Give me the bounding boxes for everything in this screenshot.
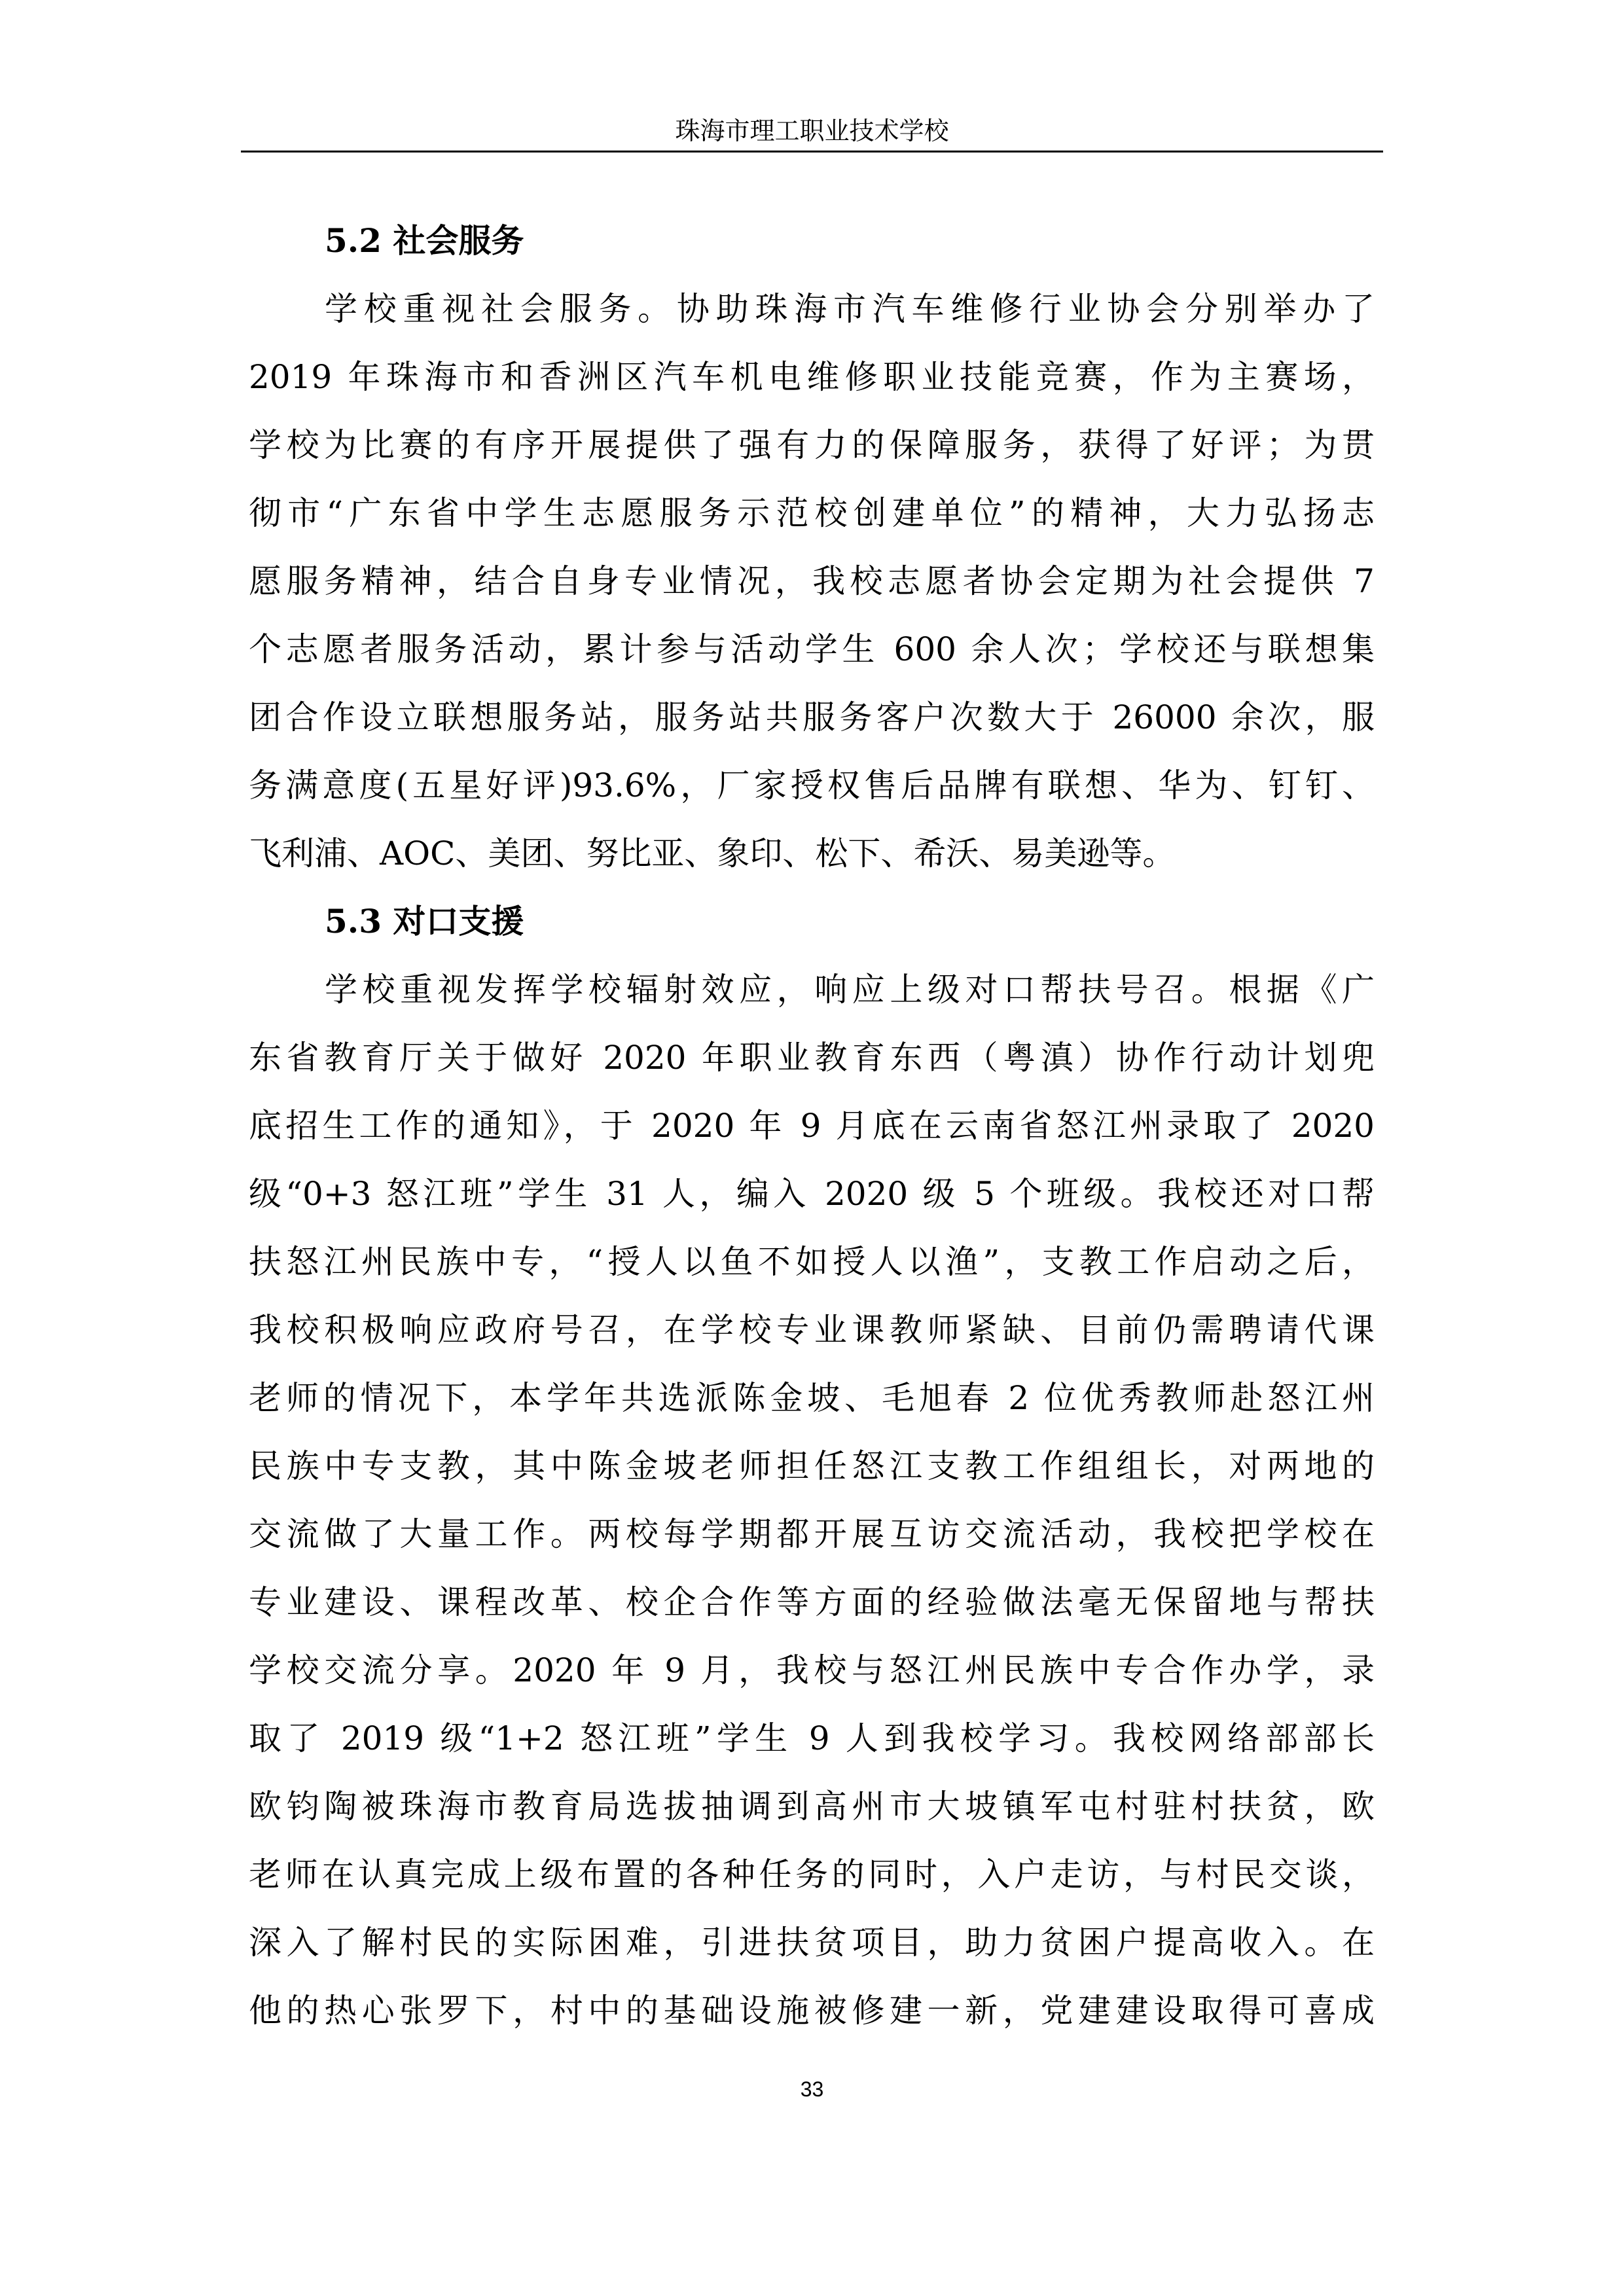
paragraph-line: 老师的情况下，本学年共选派陈金坡、毛旭春 2 位优秀教师赴怒江州 [249, 1379, 1375, 1417]
page-number: 33 [800, 2077, 824, 2101]
paragraph-line: 取了 2019 级“1+2 怒江班”学生 9 人到我校学习。我校网络部部长 [249, 1719, 1375, 1757]
paragraph-line: 彻市“广东省中学生志愿服务示范校创建单位”的精神，大力弘扬志 [249, 494, 1375, 532]
paragraph-line: 愿服务精神，结合自身专业情况，我校志愿者协会定期为社会提供 7 [249, 562, 1375, 600]
paragraph-line: 学校为比赛的有序开展提供了强有力的保障服务，获得了好评；为贯 [249, 426, 1375, 464]
section-heading: 5.3 对口支援 [325, 902, 524, 941]
paragraph-line: 交流做了大量工作。两校每学期都开展互访交流活动，我校把学校在 [249, 1515, 1375, 1553]
paragraph-line: 我校积极响应政府号召，在学校专业课教师紧缺、目前仍需聘请代课 [249, 1311, 1375, 1349]
paragraph-line: 老师在认真完成上级布置的各种任务的同时，入户走访，与村民交谈， [249, 1856, 1375, 1893]
section-counterpart-support [249, 888, 1375, 2045]
page-body [249, 207, 1375, 2045]
paragraph-line: 东省教育厅关于做好 2020 年职业教育东西（粤滇）协作行动计划兜 [249, 1039, 1375, 1077]
paragraph-line: 他的热心张罗下，村中的基础设施被修建一新，党建建设取得可喜成 [249, 1992, 1375, 2030]
header-rule [241, 151, 1383, 152]
paragraph-line: 深入了解村民的实际困难，引进扶贫项目，助力贫困户提高收入。在 [249, 1924, 1375, 1962]
section-heading: 5.2 社会服务 [325, 221, 524, 260]
running-header: 珠海市理工职业技术学校 [675, 117, 949, 145]
paragraph-line: 2019 年珠海市和香洲区汽车机电维修职业技能竞赛，作为主赛场， [249, 358, 1375, 396]
paragraph-line: 民族中专支教，其中陈金坡老师担任怒江支教工作组组长，对两地的 [249, 1447, 1375, 1485]
paragraph-line: 专业建设、课程改革、校企合作等方面的经验做法毫无保留地与帮扶 [249, 1583, 1375, 1621]
paragraph-line: 欧钧陶被珠海市教育局选拔抽调到高州市大坡镇军屯村驻村扶贫，欧 [249, 1787, 1375, 1825]
paragraph-line: 级“0+3 怒江班”学生 31 人，编入 2020 级 5 个班级。我校还对口帮 [249, 1175, 1375, 1213]
paragraph-line: 个志愿者服务活动，累计参与活动学生 600 余人次；学校还与联想集 [249, 630, 1375, 668]
paragraph-line: 务满意度(五星好评)93.6%，厂家授权售后品牌有联想、华为、钉钉、 [249, 766, 1375, 804]
paragraph-line: 团合作设立联想服务站，服务站共服务客户次数大于 26000 余次，服 [249, 698, 1375, 736]
section-social-service [249, 207, 1375, 888]
paragraph-line: 飞利浦、AOC、美团、努比亚、象印、松下、希沃、易美逊等。 [249, 834, 1176, 872]
paragraph-line: 底招生工作的通知》，于 2020 年 9 月底在云南省怒江州录取了 2020 [249, 1107, 1375, 1145]
paragraph-line: 学校重视社会服务。协助珠海市汽车维修行业协会分别举办了 [325, 290, 1375, 328]
paragraph-line: 学校交流分享。2020 年 9 月，我校与怒江州民族中专合作办学，录 [249, 1651, 1375, 1689]
paragraph-line: 扶怒江州民族中专，“授人以鱼不如授人以渔”，支教工作启动之后， [249, 1243, 1375, 1281]
paragraph-line: 学校重视发挥学校辐射效应，响应上级对口帮扶号召。根据《广 [325, 971, 1375, 1009]
